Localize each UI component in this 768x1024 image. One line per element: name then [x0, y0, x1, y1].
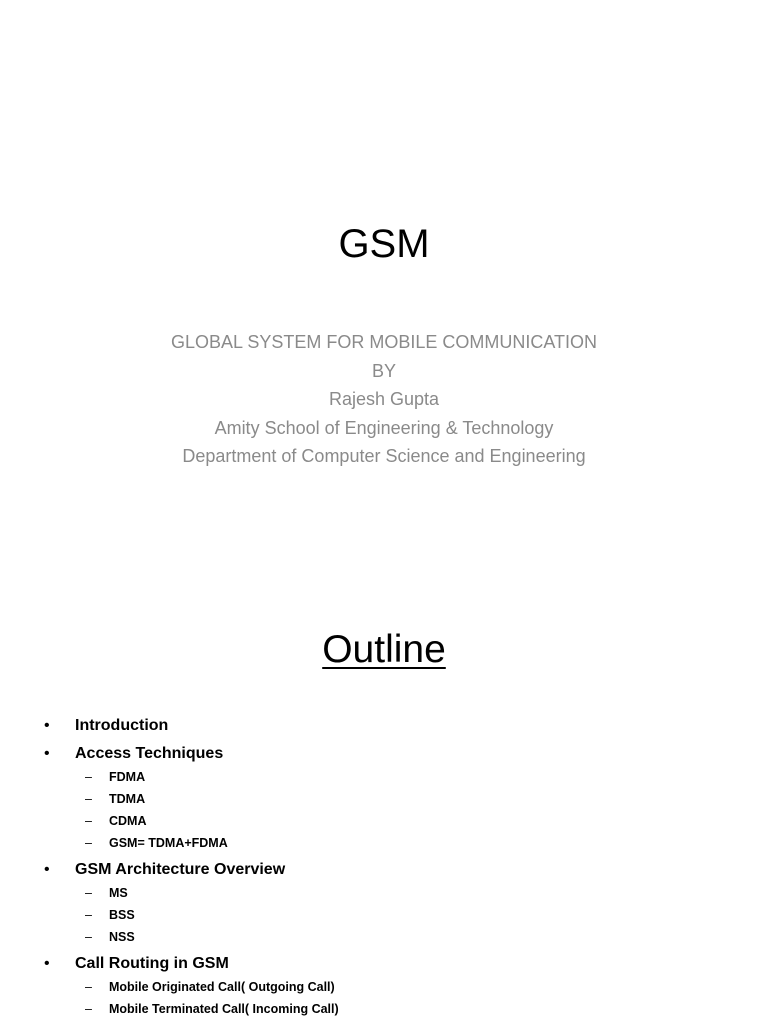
outline-subitem	[85, 766, 744, 788]
bullet-icon: •	[44, 861, 50, 878]
outline-item-label: Call Routing in GSM	[75, 955, 229, 972]
dash-icon: –	[85, 930, 92, 944]
outline-subitem-label: Mobile Originated Call( Outgoing Call)	[109, 980, 335, 994]
subtitle-line: Amity School of Engineering & Technology	[214, 417, 554, 438]
outline-subitem	[85, 788, 744, 810]
outline-subitem	[85, 882, 744, 904]
bullet-icon: •	[44, 717, 50, 734]
outline-subitem	[85, 810, 744, 832]
outline-subitem	[85, 832, 744, 854]
outline-subitem	[85, 904, 744, 926]
outline-subitem-label: FDMA	[109, 770, 146, 784]
slide-subtitle	[0, 328, 768, 471]
outline-subitem-label: MS	[109, 886, 128, 900]
dash-icon: –	[85, 814, 92, 828]
outline-sublist	[85, 882, 744, 948]
dash-icon: –	[85, 980, 92, 994]
outline-subitem-label: GSM= TDMA+FDMA	[109, 836, 228, 850]
outline-subitem-label: CDMA	[109, 814, 147, 828]
outline-subitem	[85, 998, 744, 1020]
subtitle-line: Department of Computer Science and Engineering	[182, 446, 586, 466]
outline-heading: Outline	[322, 628, 446, 671]
outline-subitem	[85, 926, 744, 948]
dash-icon: –	[85, 836, 92, 850]
dash-icon: –	[85, 886, 92, 900]
dash-icon: –	[85, 1002, 92, 1016]
slide-title: GSM	[338, 222, 430, 266]
outline-list	[44, 714, 744, 1024]
outline-item-label: GSM Architecture Overview	[75, 861, 286, 878]
outline-subitem	[85, 976, 744, 998]
subtitle-line: BY	[371, 360, 396, 381]
outline-item	[44, 714, 744, 738]
outline-item	[44, 742, 744, 854]
outline-subitem-label: NSS	[109, 930, 135, 944]
outline-subitem-label: BSS	[109, 908, 135, 922]
dash-icon: –	[85, 908, 92, 922]
outline-item	[44, 952, 744, 1020]
outline-item-label: Introduction	[75, 717, 169, 734]
subtitle-line: Rajesh Gupta	[328, 389, 440, 409]
dash-icon: –	[85, 792, 92, 806]
outline-item-label: Access Techniques	[75, 745, 224, 762]
subtitle-line: GLOBAL SYSTEM FOR MOBILE COMMUNICATION	[170, 332, 598, 352]
outline-subitem-label: TDMA	[109, 792, 146, 806]
bullet-icon: •	[44, 745, 50, 762]
outline-sublist	[85, 976, 744, 1020]
outline-item	[44, 858, 744, 948]
outline-subitem-label: Mobile Terminated Call( Incoming Call)	[109, 1002, 339, 1016]
dash-icon: –	[85, 770, 92, 784]
bullet-icon: •	[44, 955, 50, 972]
outline-sublist	[85, 766, 744, 854]
